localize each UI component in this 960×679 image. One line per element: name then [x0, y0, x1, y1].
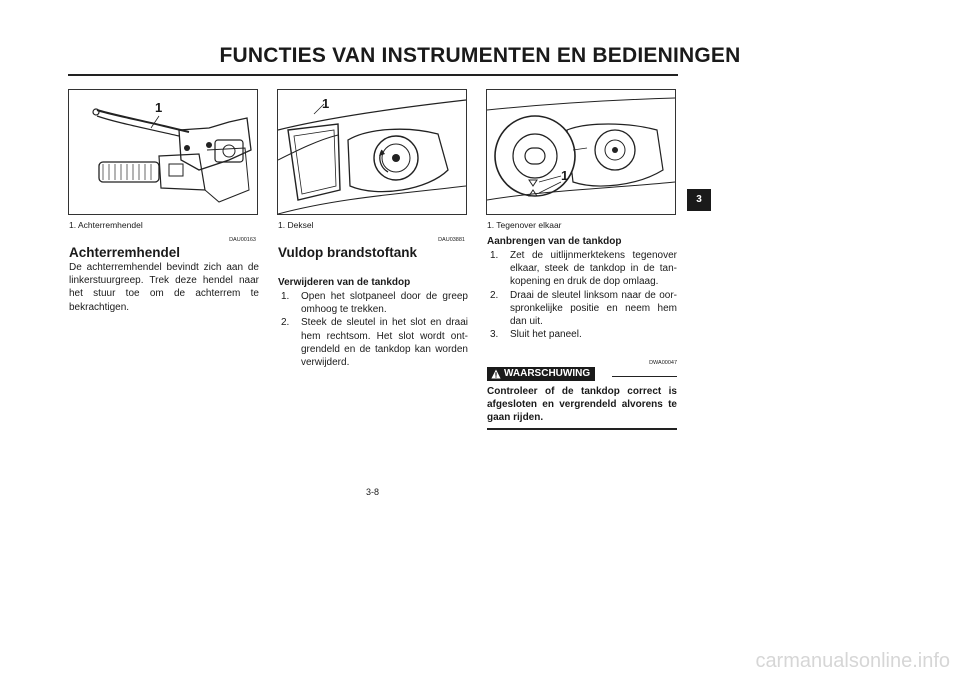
step-text: Zet de uitlijnmerktekens tegenover elkaar, steek de tankdop in de tan- kopening en druk de dop omlaag. — [510, 250, 677, 288]
alignment-marks-illustration — [487, 90, 675, 214]
list-item — [281, 316, 468, 369]
figure-caption: 1. Deksel — [278, 220, 314, 230]
warning-code: DWA00047 — [649, 360, 677, 366]
section-code: DAU03881 — [438, 237, 465, 243]
step-text: Draai de sleutel linksom naar de oor- spronkelijke positie en neem hem dan uit. — [510, 289, 677, 328]
section-subheading: Verwijderen van de tankdop — [278, 277, 411, 288]
step-list — [490, 249, 677, 341]
section-heading: Vuldop brandstoftank — [278, 245, 417, 260]
fuel-cap-open-illustration — [278, 90, 466, 214]
step-number: 3. — [490, 329, 499, 341]
page-number: 3-8 — [365, 487, 379, 497]
step-number: 1. — [281, 291, 290, 302]
header-rule — [68, 74, 678, 76]
watermark: carmanualsonline.info — [755, 650, 950, 672]
warning-rule — [612, 376, 677, 377]
warning-text: Controleer of de tankdop correct is afgesloten en vergrendeld alvorens te gaan rijden. — [487, 386, 677, 424]
warning-triangle-icon — [491, 369, 501, 379]
list-item — [490, 289, 677, 329]
section-heading: Achterremhendel — [69, 245, 181, 260]
warning-label: WAARSCHUWING — [504, 368, 591, 379]
step-number: 1. — [490, 250, 499, 261]
list-item — [281, 290, 468, 316]
step-number: 2. — [281, 317, 290, 329]
step-text: Sluit het paneel. — [510, 329, 582, 341]
figure-fuel-cap-open — [277, 89, 467, 215]
rear-brake-lever-illustration — [69, 90, 257, 214]
warning-bottom-rule — [487, 428, 677, 430]
figure-rear-brake-lever — [68, 89, 258, 215]
figure-caption: 1. Achterremhendel — [69, 220, 143, 230]
section-code: DAU00163 — [229, 237, 256, 243]
chapter-tab: 3 — [687, 189, 711, 211]
section-subheading: Aanbrengen van de tankdop — [487, 236, 622, 247]
list-item — [490, 328, 677, 341]
figure-callout: 1 — [322, 96, 330, 111]
step-text: Steek de sleutel in het slot en draai hem rechtsom. Het slot wordt ont- grendeld en de tankdop kan worden verwijderd. — [301, 317, 468, 369]
figure-caption: 1. Tegenover elkaar — [487, 220, 562, 230]
figure-alignment-marks — [486, 89, 676, 215]
step-list — [281, 290, 468, 369]
list-item — [490, 249, 677, 289]
warning-badge — [487, 367, 595, 381]
step-text: Open het slotpaneel door de greep omhoog te trekken. — [301, 291, 468, 316]
step-number: 2. — [490, 289, 499, 301]
figure-callout: 1 — [561, 168, 569, 183]
page-title: FUNCTIES VAN INSTRUMENTEN EN BEDIENINGEN — [219, 44, 741, 67]
section-body: De achterremhendel bevindt zich aan de linkerstuurgreep. Trek deze hendel naar het stuur toe om de achterrem te bekrachtigen. — [69, 262, 259, 313]
figure-callout: 1 — [155, 100, 163, 115]
